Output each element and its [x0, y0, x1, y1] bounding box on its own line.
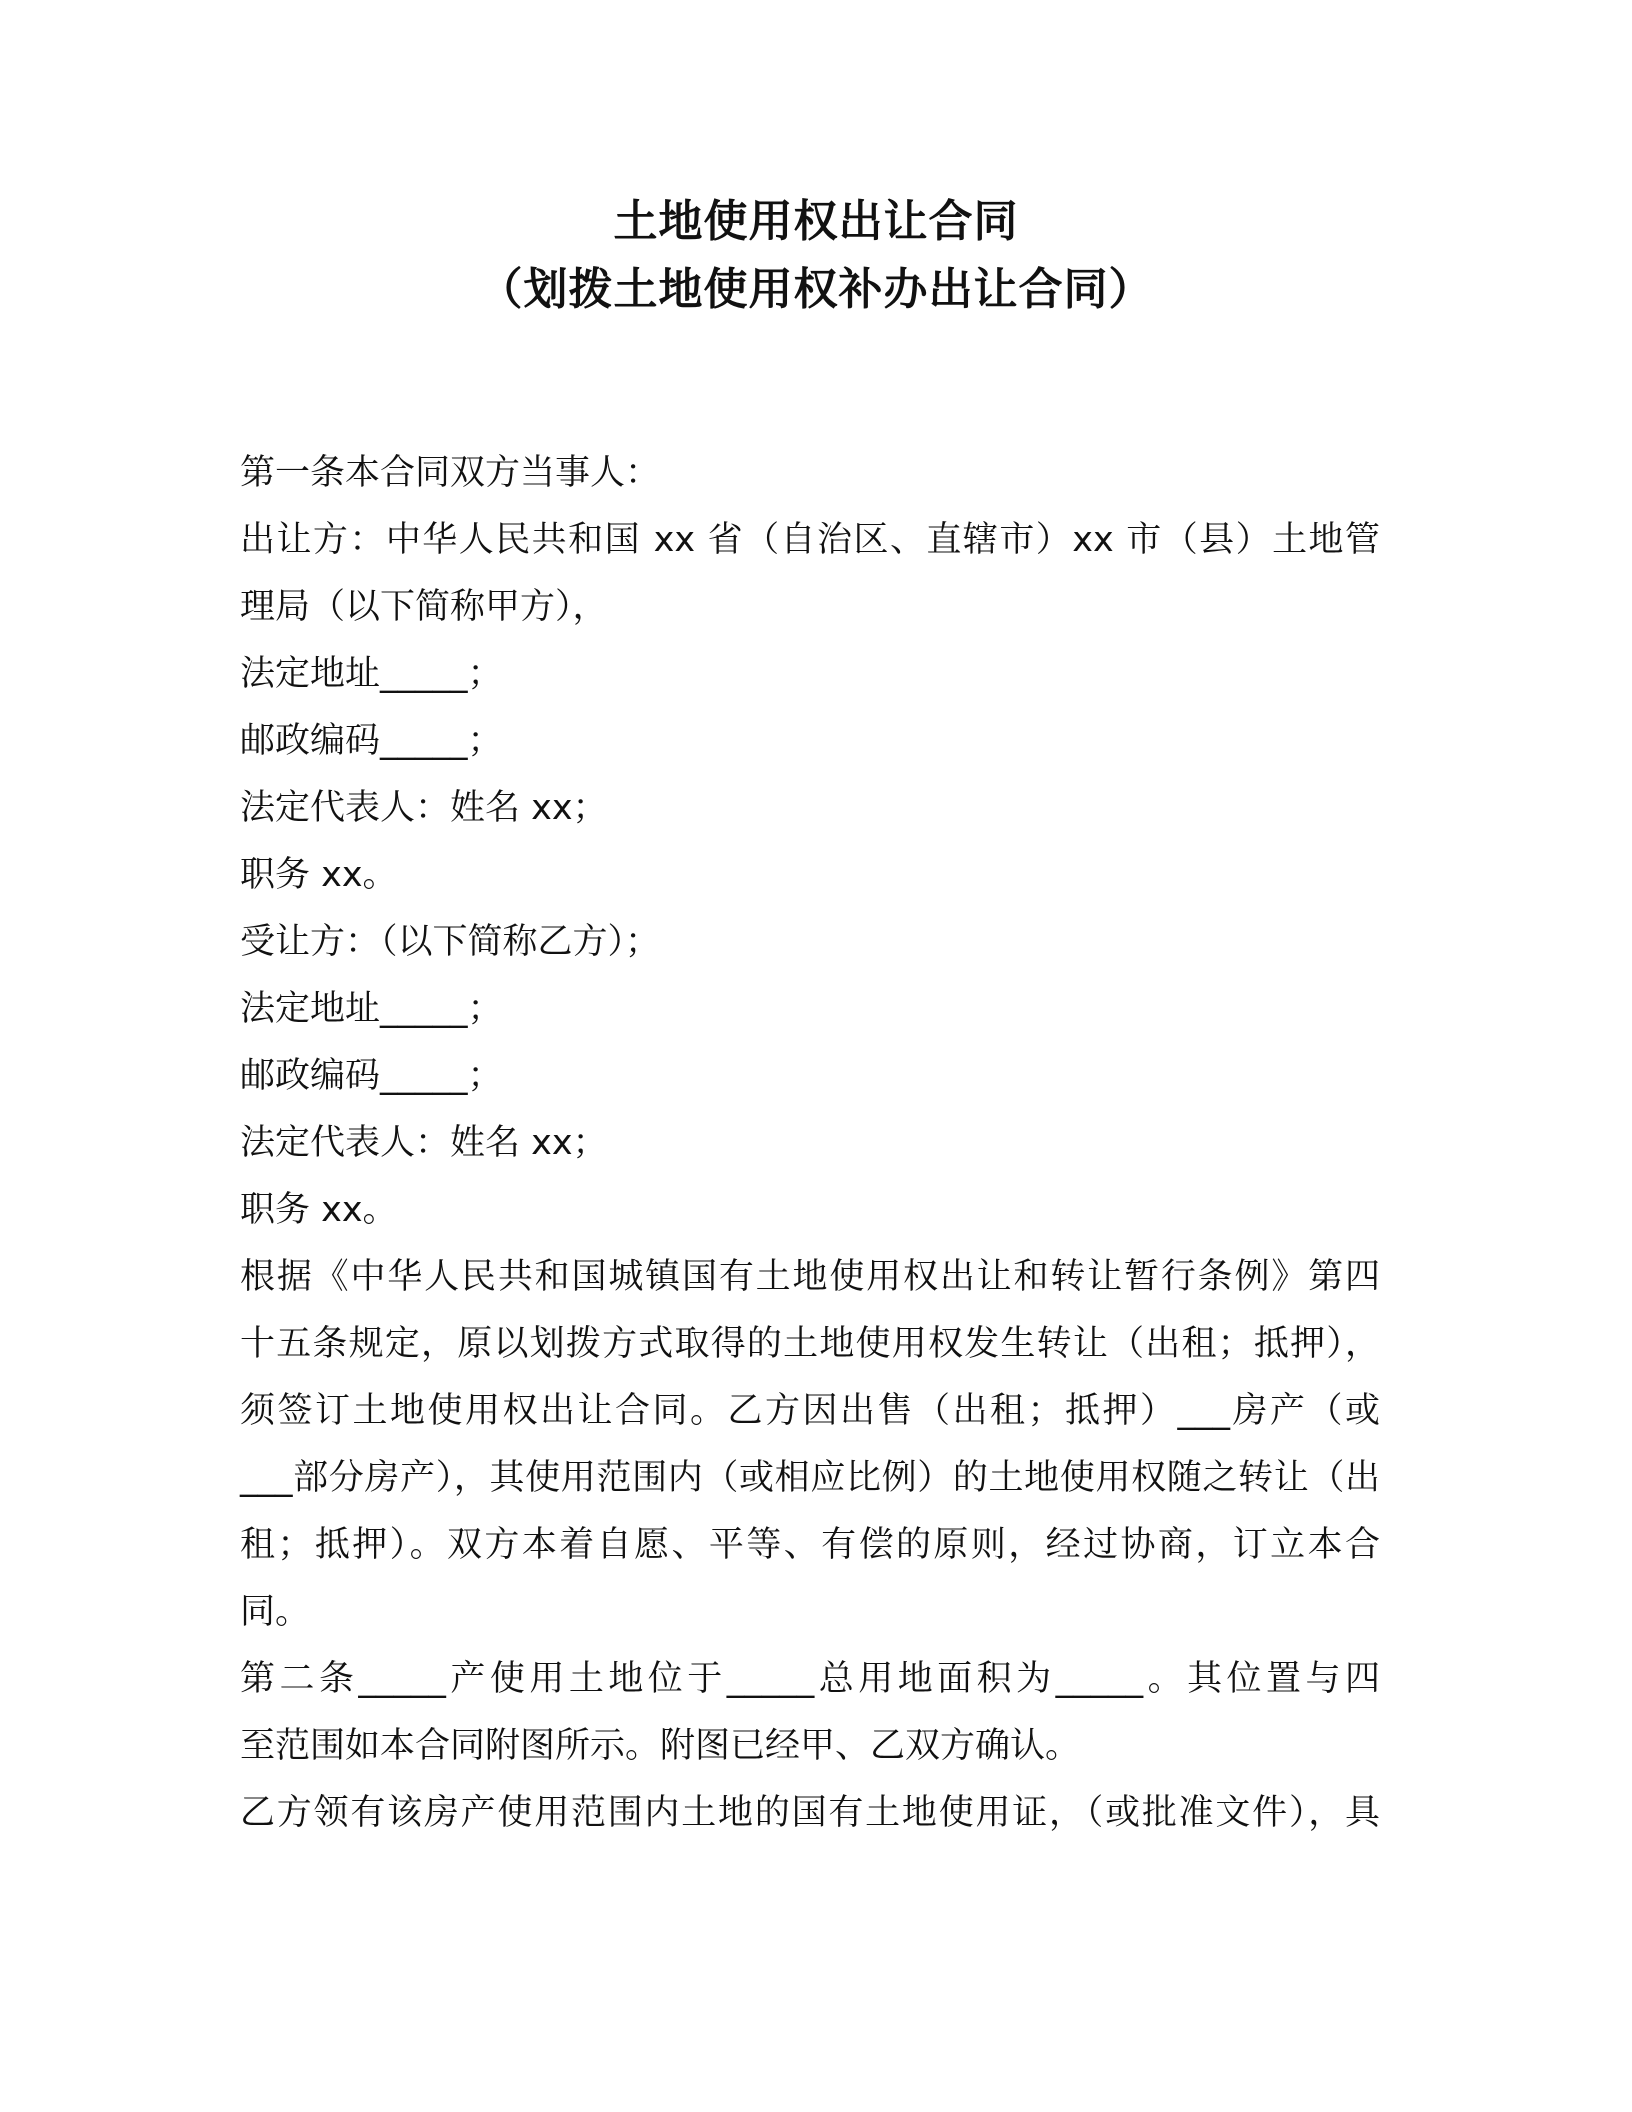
body-line: 法定地址_____； [240, 989, 503, 1029]
body-line: 法定代表人：姓名 xx； [240, 1123, 608, 1163]
body-line: 法定代表人：姓名 xx； [240, 788, 608, 828]
body-line: 邮政编码_____； [240, 721, 503, 761]
body-line: 出让方：中华人民共和国 xx 省（自治区、直辖市）xx 市（县）土地管 [240, 520, 1380, 560]
body-line: 第二条_____产使用土地位于_____总用地面积为_____。其位置与四 [240, 1659, 1380, 1699]
document-body [240, 440, 1380, 1847]
body-line: ___部分房产），其使用范围内（或相应比例）的土地使用权随之转让（出 [240, 1458, 1380, 1498]
body-line: 租；抵押）。双方本着自愿、平等、有偿的原则，经过协商，订立本合 [240, 1525, 1380, 1565]
document-title: 土地使用权出让合同 [613, 196, 1019, 247]
body-line: 须签订土地使用权出让合同。乙方因出售（出租；抵押）___房产（或 [240, 1391, 1380, 1431]
body-line: 受让方：（以下简称乙方）； [240, 922, 661, 962]
body-line: 第一条本合同双方当事人： [240, 453, 661, 493]
body-line: 根据《中华人民共和国城镇国有土地使用权出让和转让暂行条例》第四 [240, 1257, 1380, 1297]
title-block [0, 188, 1632, 324]
body-line: 乙方领有该房产使用范围内土地的国有土地使用证，（或批准文件），具 [240, 1793, 1380, 1833]
body-line: 邮政编码_____； [240, 1056, 503, 1096]
body-line: 职务 xx。 [240, 855, 398, 895]
body-line: 法定地址_____； [240, 654, 503, 694]
body-line: 职务 xx。 [240, 1190, 398, 1230]
document-subtitle: （划拨土地使用权补办出让合同） [478, 264, 1154, 315]
body-line: 至范围如本合同附图所示。附图已经甲、乙双方确认。 [240, 1726, 1081, 1766]
body-line: 理局（以下简称甲方）， [240, 587, 608, 627]
body-line: 同。 [240, 1592, 311, 1632]
body-line: 十五条规定，原以划拨方式取得的土地使用权发生转让（出租；抵押）， [240, 1324, 1380, 1364]
